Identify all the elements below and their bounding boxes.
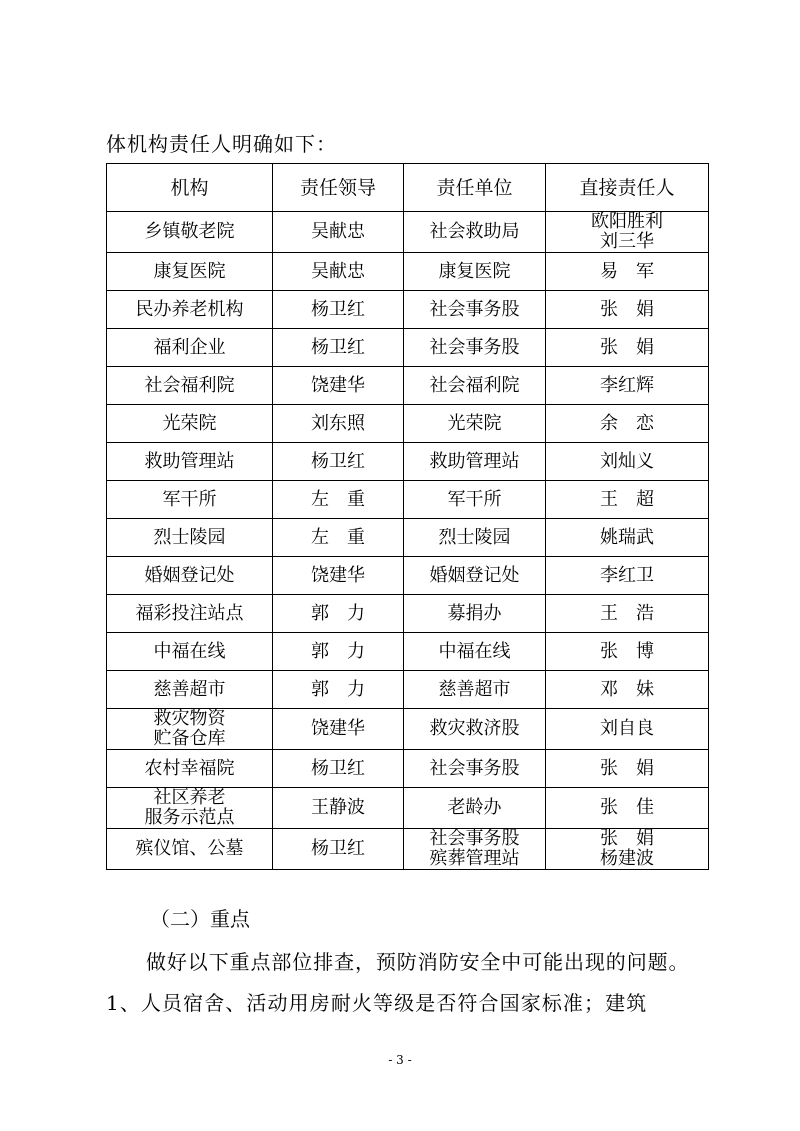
cell-leader <box>273 253 404 291</box>
cell-person <box>546 367 709 405</box>
cell-line: 张 佳 <box>600 797 654 818</box>
paragraph-text: 做好以下重点部位排查，预防消防安全中可能出现的问题。 <box>146 950 690 974</box>
header-institution: 机构 <box>107 164 273 212</box>
cell-institution <box>107 750 273 788</box>
cell-institution <box>107 633 273 671</box>
cell-line: 杨卫红 <box>311 757 365 779</box>
table-row <box>107 788 709 829</box>
cell-line: 张 娟 <box>600 757 654 779</box>
cell-unit <box>404 829 546 870</box>
header-person: 直接责任人 <box>546 164 709 212</box>
cell-institution <box>107 329 273 367</box>
cell-line: 中福在线 <box>438 640 511 662</box>
cell-line: 吴献忠 <box>311 221 365 242</box>
table-row <box>107 481 709 519</box>
table-row <box>107 253 709 291</box>
cell-line: 募捐办 <box>447 602 502 624</box>
cell-line: 军干所 <box>162 488 217 510</box>
cell-line: 救灾物资 <box>153 708 226 729</box>
cell-unit <box>404 750 546 788</box>
cell-line: 饶建华 <box>311 374 365 396</box>
cell-line: 郭 力 <box>311 640 365 662</box>
cell-leader <box>273 329 404 367</box>
cell-line: 光荣院 <box>162 412 217 434</box>
cell-institution <box>107 519 273 557</box>
cell-institution <box>107 595 273 633</box>
cell-line: 社会事务股 <box>429 828 520 849</box>
cell-line: 杨卫红 <box>311 336 365 358</box>
section-heading: （二）重点 <box>150 907 250 931</box>
cell-unit <box>404 212 546 253</box>
cell-line: 杨卫红 <box>311 838 365 859</box>
cell-person <box>546 671 709 709</box>
cell-line: 社区养老 <box>153 787 226 808</box>
cell-leader <box>273 405 404 443</box>
cell-line: 服务示范点 <box>144 807 235 828</box>
cell-line: 社会救助局 <box>429 221 520 242</box>
cell-line: 易 军 <box>600 260 654 282</box>
cell-institution <box>107 557 273 595</box>
cell-person <box>546 329 709 367</box>
cell-leader <box>273 481 404 519</box>
table-row <box>107 595 709 633</box>
cell-line: 王静波 <box>311 797 365 818</box>
cell-leader <box>273 709 404 750</box>
cell-line: 殡葬管理站 <box>429 848 520 869</box>
cell-leader <box>273 671 404 709</box>
cell-line: 左 重 <box>311 526 365 548</box>
cell-line: 郭 力 <box>311 678 365 700</box>
cell-leader <box>273 750 404 788</box>
cell-line: 烈士陵园 <box>438 526 511 548</box>
cell-person <box>546 519 709 557</box>
table-header-row <box>107 164 709 212</box>
cell-leader <box>273 829 404 870</box>
cell-institution <box>107 481 273 519</box>
cell-unit <box>404 291 546 329</box>
cell-line: 李红辉 <box>600 374 654 396</box>
table-row <box>107 367 709 405</box>
cell-line: 救助管理站 <box>429 450 520 472</box>
cell-line: 乡镇敬老院 <box>144 221 235 242</box>
cell-line: 社会事务股 <box>429 298 520 320</box>
cell-unit <box>404 367 546 405</box>
cell-person <box>546 829 709 870</box>
cell-line: 张 娟 <box>600 336 654 358</box>
cell-institution <box>107 291 273 329</box>
cell-line: 张 娟 <box>600 828 654 849</box>
cell-person <box>546 788 709 829</box>
header-leader: 责任领导 <box>273 164 404 212</box>
cell-leader <box>273 443 404 481</box>
cell-unit <box>404 443 546 481</box>
cell-line: 社会福利院 <box>144 374 235 396</box>
cell-line: 福彩投注站点 <box>135 602 244 624</box>
cell-line: 贮备仓库 <box>153 728 226 749</box>
cell-line: 救助管理站 <box>144 450 235 472</box>
cell-leader <box>273 367 404 405</box>
cell-person <box>546 595 709 633</box>
cell-line: 郭 力 <box>311 602 365 624</box>
table-body <box>107 212 709 870</box>
cell-person <box>546 291 709 329</box>
table-row <box>107 633 709 671</box>
cell-line: 婚姻登记处 <box>144 564 235 586</box>
cell-institution <box>107 709 273 750</box>
header-unit: 责任单位 <box>404 164 546 212</box>
cell-person <box>546 253 709 291</box>
cell-line: 福利企业 <box>153 336 226 358</box>
cell-person <box>546 557 709 595</box>
responsibility-table <box>106 163 709 870</box>
cell-line: 余 恋 <box>600 412 654 434</box>
cell-line: 左 重 <box>311 488 365 510</box>
cell-line: 中福在线 <box>153 640 226 662</box>
cell-line: 刘灿义 <box>600 450 654 472</box>
cell-line: 烈士陵园 <box>153 526 226 548</box>
cell-line: 慈善超市 <box>153 678 226 700</box>
cell-unit <box>404 253 546 291</box>
cell-institution <box>107 253 273 291</box>
cell-line: 饶建华 <box>311 718 365 739</box>
cell-unit <box>404 671 546 709</box>
cell-line: 王 浩 <box>600 602 654 624</box>
cell-unit <box>404 519 546 557</box>
table-row <box>107 671 709 709</box>
table-row <box>107 405 709 443</box>
cell-unit <box>404 481 546 519</box>
cell-line: 饶建华 <box>311 564 365 586</box>
cell-line: 杨卫红 <box>311 298 365 320</box>
table-row <box>107 709 709 750</box>
cell-line: 张 娟 <box>600 298 654 320</box>
table-row <box>107 291 709 329</box>
cell-line: 军干所 <box>447 488 502 510</box>
cell-line: 婚姻登记处 <box>429 564 520 586</box>
cell-line: 欧阳胜利 <box>591 211 663 232</box>
cell-leader <box>273 595 404 633</box>
cell-line: 社会事务股 <box>429 757 520 779</box>
cell-line: 刘自良 <box>600 718 654 739</box>
cell-line: 王 超 <box>600 488 654 510</box>
cell-person <box>546 443 709 481</box>
cell-person <box>546 750 709 788</box>
cell-person <box>546 709 709 750</box>
cell-unit <box>404 595 546 633</box>
cell-line: 邓 妹 <box>600 678 654 700</box>
cell-line: 姚瑞武 <box>600 526 654 548</box>
cell-institution <box>107 405 273 443</box>
cell-institution <box>107 829 273 870</box>
cell-line: 民办养老机构 <box>135 298 244 320</box>
table-row <box>107 829 709 870</box>
table-row <box>107 329 709 367</box>
cell-unit <box>404 633 546 671</box>
table-row <box>107 519 709 557</box>
cell-unit <box>404 557 546 595</box>
cell-leader <box>273 633 404 671</box>
intro-text: 体机构责任人明确如下： <box>106 132 337 156</box>
cell-line: 农村幸福院 <box>144 757 235 779</box>
cell-line: 救灾救济股 <box>429 718 520 739</box>
table-row <box>107 212 709 253</box>
cell-person <box>546 405 709 443</box>
page-number: - 3 - <box>388 1053 412 1067</box>
cell-unit <box>404 329 546 367</box>
cell-leader <box>273 788 404 829</box>
cell-line: 社会事务股 <box>429 336 520 358</box>
cell-line: 老龄办 <box>447 797 502 818</box>
cell-unit <box>404 405 546 443</box>
cell-line: 杨卫红 <box>311 450 365 472</box>
cell-unit <box>404 709 546 750</box>
cell-institution <box>107 367 273 405</box>
table-row <box>107 443 709 481</box>
table-row <box>107 557 709 595</box>
table-row <box>107 750 709 788</box>
cell-unit <box>404 788 546 829</box>
cell-line: 杨建波 <box>600 848 654 869</box>
cell-line: 李红卫 <box>600 564 654 586</box>
cell-leader <box>273 212 404 253</box>
cell-line: 康复医院 <box>153 260 226 282</box>
cell-institution <box>107 671 273 709</box>
cell-line: 社会福利院 <box>429 374 520 396</box>
cell-institution <box>107 788 273 829</box>
cell-line: 张 博 <box>600 640 654 662</box>
cell-person <box>546 212 709 253</box>
cell-line: 刘三华 <box>600 231 654 252</box>
cell-person <box>546 481 709 519</box>
cell-line: 吴献忠 <box>311 260 365 282</box>
cell-institution <box>107 443 273 481</box>
cell-line: 刘东照 <box>311 412 365 434</box>
cell-leader <box>273 291 404 329</box>
cell-line: 光荣院 <box>447 412 502 434</box>
cell-institution <box>107 212 273 253</box>
cell-line: 康复医院 <box>438 260 511 282</box>
cell-leader <box>273 519 404 557</box>
cell-leader <box>273 557 404 595</box>
cell-line: 慈善超市 <box>438 678 511 700</box>
cell-line: 殡仪馆、公墓 <box>135 838 244 859</box>
cell-person <box>546 633 709 671</box>
list-item-1: 1、人员宿舍、活动用房耐火等级是否符合国家标准；建筑 <box>106 991 648 1015</box>
